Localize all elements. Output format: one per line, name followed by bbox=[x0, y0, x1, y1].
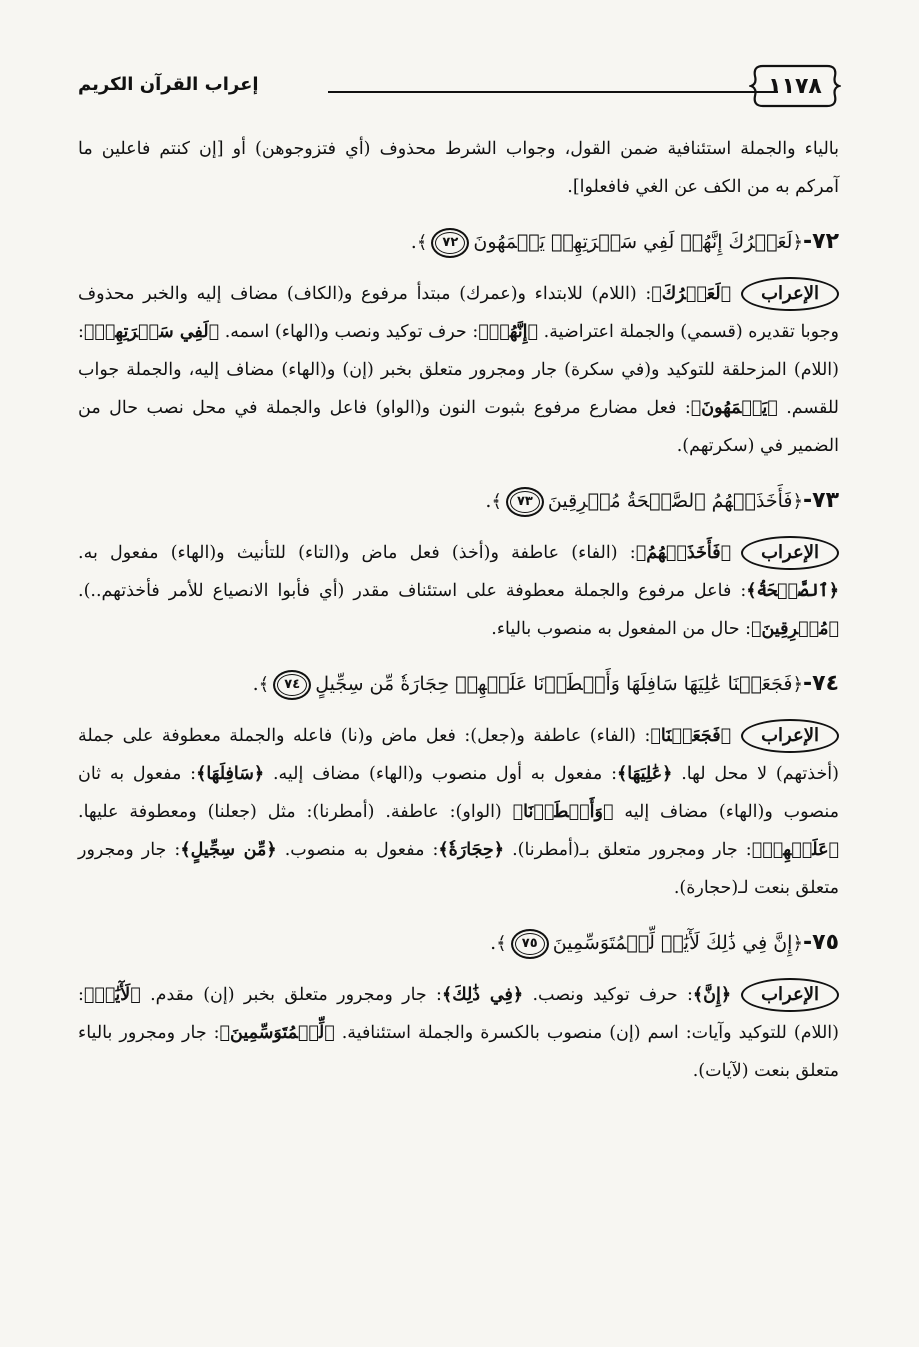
verse-number: ٧٣- bbox=[803, 488, 839, 513]
verse-number: ٧٥- bbox=[803, 930, 839, 955]
ornate-bracket-open-icon: ﴿ bbox=[792, 232, 803, 253]
irab-paragraph bbox=[78, 976, 839, 1090]
quoted-word: ﴿لَأٓيَٰتٖ﴾ bbox=[83, 985, 141, 1005]
header-rule bbox=[328, 91, 778, 93]
verse-text: إِنَّ فِي ذَٰلِكَ لَأٓيَٰتٖ لِّلۡمُتَوَسِّمِينَ bbox=[552, 932, 793, 954]
irab-paragraph bbox=[78, 275, 839, 465]
page-number-frame bbox=[749, 60, 841, 112]
verse-number: ٧٢- bbox=[803, 229, 839, 254]
irab-text: : جار ومجرور متعلق بخبر (إن) مقدم. bbox=[140, 985, 442, 1005]
verse-number: ٧٤- bbox=[803, 671, 839, 696]
irab-paragraph bbox=[78, 717, 839, 907]
verse-text: لَعَمۡرُكَ إِنَّهُمۡ لَفِي سَكۡرَتِهِمۡ يَعۡمَهُونَ bbox=[473, 231, 793, 253]
quoted-word: ﴿يَعۡمَهُونَ﴾ bbox=[690, 398, 778, 418]
verse-period: . bbox=[485, 490, 492, 512]
irab-text: : جار ومجرور متعلق بنعت لـ(حجارة). bbox=[78, 840, 839, 898]
verse-line bbox=[78, 222, 839, 263]
quoted-word: ﴿مِّن سِجِّيلٍ﴾ bbox=[180, 840, 277, 860]
irab-text: (الواو): عاطفة. (أمطرنا): مثل (جعلنا) ومعطوفة عليها. bbox=[78, 802, 513, 822]
ornate-bracket-open-icon: ﴿ bbox=[792, 933, 803, 954]
verse-period: . bbox=[252, 673, 259, 695]
irab-text: : حال من المفعول به منصوب بالياء. bbox=[491, 619, 751, 639]
page-content bbox=[78, 130, 839, 1096]
quoted-word: ﴿ٱلصَّيۡحَةُ﴾ bbox=[746, 581, 839, 601]
irab-text: : (اللام) المزحلقة للتوكيد و(في سكرة) جار ومجرور متعلق بخبر (إن) و(الهاء) مضاف إليه، والجملة جواب للقسم. bbox=[78, 322, 839, 418]
quoted-word: ﴿عَلَيۡهِمۡ﴾ bbox=[751, 840, 840, 860]
page-number: ١١٧٨ bbox=[768, 73, 822, 99]
ornate-bracket-close-icon: ﴾ bbox=[496, 933, 507, 954]
ornate-bracket-close-icon: ﴾ bbox=[416, 232, 428, 253]
verse-period: . bbox=[410, 231, 417, 253]
quoted-word: ﴿مُشۡرِقِينَ﴾ bbox=[750, 619, 839, 639]
ornate-bracket-close-icon: ﴾ bbox=[491, 491, 502, 512]
irab-text: : مفعول به ثان منصوب و(الهاء) مضاف إليه bbox=[78, 764, 840, 822]
verse-text: فَأَخَذَتۡهُمُ ٱلصَّيۡحَةُ مُشۡرِقِينَ bbox=[547, 490, 793, 512]
irab-label: الإعراب bbox=[741, 277, 839, 311]
irab-paragraph bbox=[78, 534, 839, 648]
verse-line bbox=[78, 481, 839, 522]
irab-text: : جار ومجرور بالياء متعلق بنعت (لآيات). bbox=[78, 1023, 839, 1081]
quoted-word: ﴿لِّلۡمُتَوَسِّمِينَ﴾ bbox=[219, 1023, 335, 1043]
book-title: إعراب القرآن الكريم bbox=[78, 74, 259, 95]
quoted-word: ﴿لَفِي سَكۡرَتِهِمۡ﴾ bbox=[83, 322, 220, 342]
ayah-number-marker: ٧٢ bbox=[431, 228, 469, 258]
irab-label: الإعراب bbox=[741, 536, 839, 570]
irab-text: : (اللام) للتوكيد وآيات: اسم (إن) منصوب بالكسرة والجملة استئنافية. bbox=[78, 985, 839, 1043]
irab-text: : حرف توكيد ونصب و(الهاء) اسمه. bbox=[219, 322, 479, 342]
quoted-word: ﴿حِجَارَةٗ﴾ bbox=[438, 840, 504, 860]
quoted-word: ﴿لَعَمۡرُكَ﴾ bbox=[651, 284, 732, 304]
page-header bbox=[78, 58, 841, 114]
ayah-number-marker: ٧٥ bbox=[511, 929, 549, 959]
verse-text: فَجَعَلۡنَا عَٰلِيَهَا سَافِلَهَا وَأَمۡطَرۡنَا عَلَيۡهِمۡ حِجَارَةٗ مِّن سِجِّيلٍ bbox=[315, 673, 793, 695]
irab-text: : مفعول به أول منصوب و(الهاء) مضاف إليه. bbox=[264, 764, 617, 784]
irab-text: : (الفاء) عاطفة و(جعل): فعل ماض و(نا) فاعله والجملة معطوفة على جملة (أخذتهم) لا محل لها. bbox=[78, 726, 839, 784]
irab-text: : فاعل مرفوع والجملة معطوفة على استئناف مقدر (أي فأبوا الانصياع للأمر فأخذتهم..). bbox=[78, 581, 747, 601]
ornate-bracket-open-icon: ﴿ bbox=[792, 491, 803, 512]
irab-label: الإعراب bbox=[741, 978, 839, 1012]
irab-text: : مفعول به منصوب. bbox=[276, 840, 439, 860]
irab-text: : جار ومجرور متعلق بـ(أمطرنا). bbox=[504, 840, 752, 860]
irab-text: : (الفاء) عاطفة و(أخذ) فعل ماض و(التاء) للتأنيث و(الهاء) مفعول به. bbox=[78, 543, 636, 563]
irab-text: : حرف توكيد ونصب. bbox=[523, 985, 693, 1005]
verse-line bbox=[78, 923, 839, 964]
verse-line bbox=[78, 664, 839, 705]
quoted-word: ﴿إِنَّهُمۡ﴾ bbox=[478, 322, 539, 342]
ornate-bracket-close-icon: ﴾ bbox=[258, 674, 270, 695]
ayah-number-marker: ٧٣ bbox=[506, 487, 544, 517]
sections bbox=[78, 222, 839, 1090]
ornate-bracket-open-icon: ﴿ bbox=[792, 674, 803, 695]
quoted-word: ﴿فِي ذَٰلِكَ﴾ bbox=[441, 985, 524, 1005]
verse-period: . bbox=[490, 932, 497, 954]
irab-label: الإعراب bbox=[741, 719, 839, 753]
quoted-word: ﴿سَافِلَهَا﴾ bbox=[196, 764, 265, 784]
irab-text: : فعل مضارع مرفوع بثبوت النون و(الواو) فاعل والجملة في محل نصب حال من الضمير في (سكرتهم). bbox=[78, 398, 839, 456]
quoted-word: ﴿وَأَمۡطَرۡنَا﴾ bbox=[512, 802, 614, 822]
quoted-word: ﴿إِنَّ﴾ bbox=[692, 985, 732, 1005]
quoted-word: ﴿فَأَخَذَتۡهُمُ﴾ bbox=[635, 543, 732, 563]
ayah-number-marker: ٧٤ bbox=[273, 670, 311, 700]
quoted-word: ﴿عَٰلِيَهَا﴾ bbox=[616, 764, 673, 784]
irab-text: : (اللام) للابتداء و(عمرك) مبتدأ مرفوع و(الكاف) مضاف إليه والخبر محذوف وجوبا تقديره (قسمي) والجملة اعتراضية. bbox=[78, 284, 839, 342]
quoted-word: ﴿فَجَعَلۡنَا﴾ bbox=[650, 726, 732, 746]
intro-paragraph: بالياء والجملة استئنافية ضمن القول، وجواب الشرط محذوف (أي فتزوجوهن) أو [إن كنتم فاعلين ما آمركم به من الكف عن الغي فافعلوا]. bbox=[78, 139, 839, 197]
